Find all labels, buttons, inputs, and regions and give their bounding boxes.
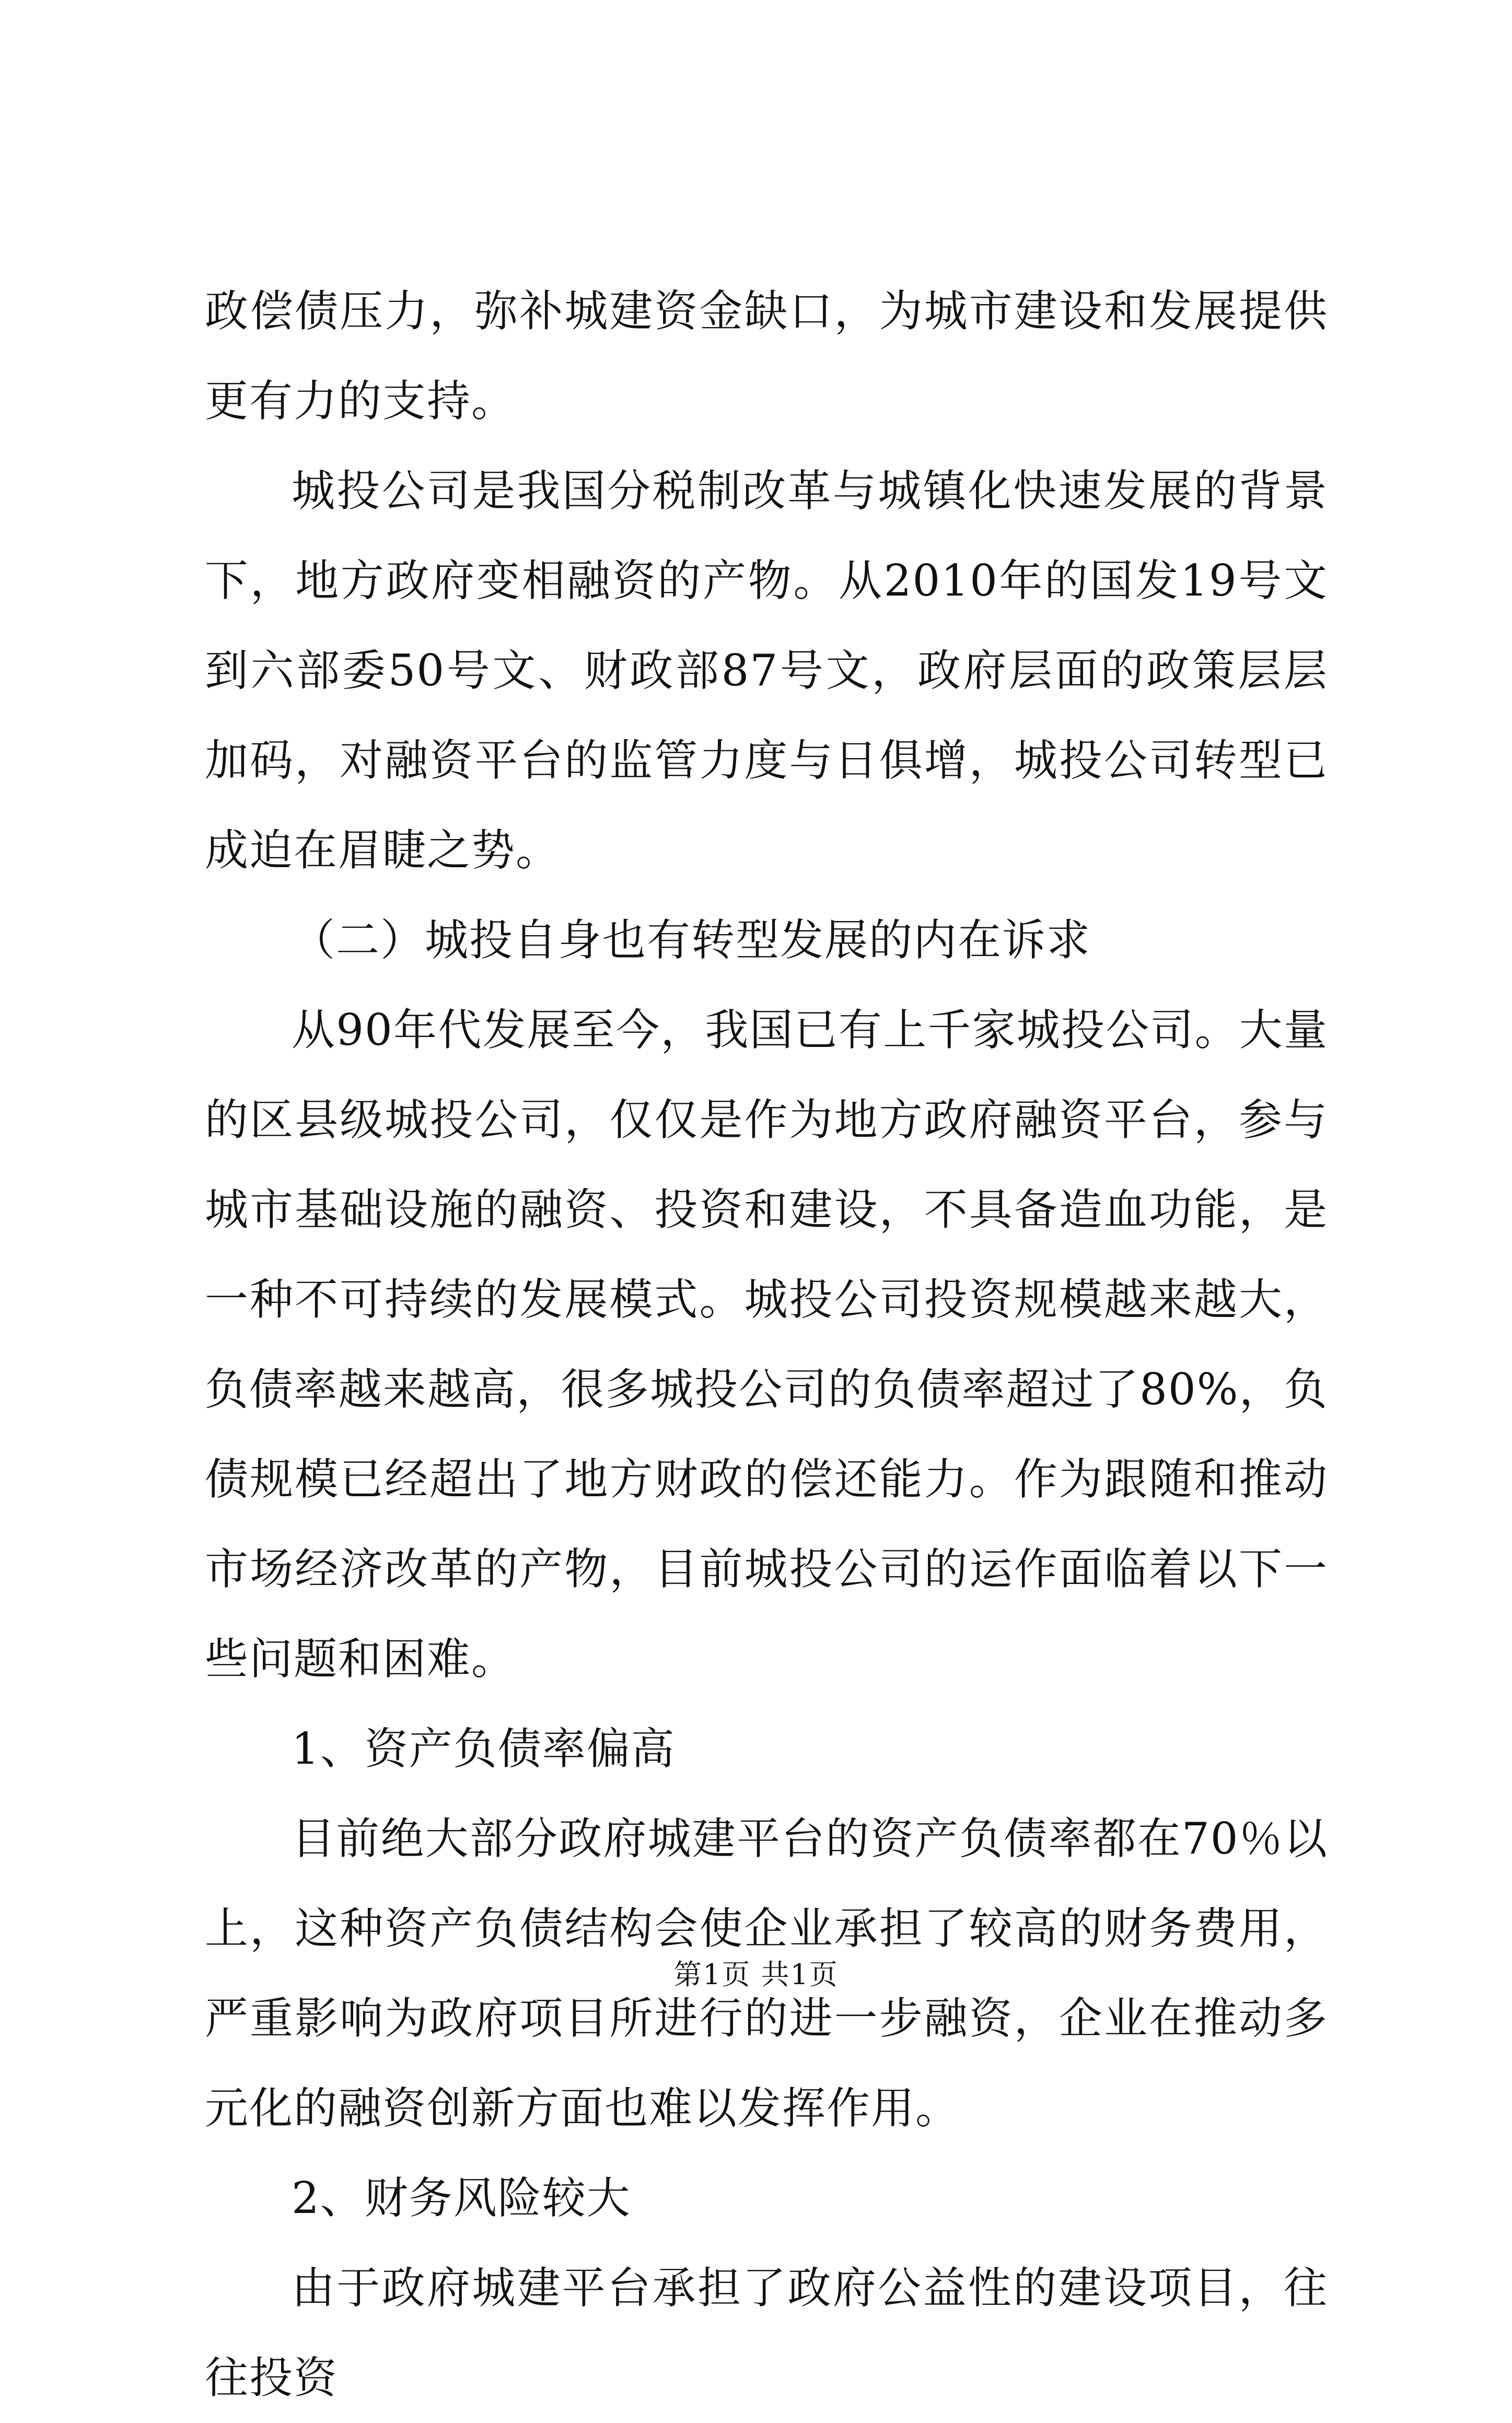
page-number: 第1页 共1页 bbox=[673, 1958, 839, 1991]
paragraph-body: 由于政府城建平台承担了政府公益性的建设项目，往往投资 bbox=[205, 2263, 1328, 2403]
subsection-heading: 1、资产负债率偏高 bbox=[292, 1723, 676, 1774]
section-heading: （二）城投自身也有转型发展的内在诉求 bbox=[292, 915, 1091, 965]
paragraph-body: 从90年代发展至今，我国已有上千家城投公司。大量的区县级城投公司，仅仅是作为地方政府融资平台，参与城市基础设施的融资、投资和建设，不具备造血功能，是一种不可持续的发展模式。城投公司投资规模越来越大，负债率越来越高，很多城投公司的负债率超过了80%，负债规模已经超出了地方财政的偿还能力。作为跟随和推动市场经济改革的产物，目前城投公司的运作面临着以下一些问题和困难。 bbox=[205, 1005, 1328, 1684]
document-body bbox=[205, 266, 1328, 2423]
subsection-heading: 2、财务风险较大 bbox=[292, 2173, 631, 2223]
paragraph-continuation: 政偿债压力，弥补城建资金缺口，为城市建设和发展提供更有力的支持。 bbox=[205, 286, 1328, 426]
paragraph-body: 城投公司是我国分税制改革与城镇化快速发展的背景下，地方政府变相融资的产物。从2010年的国发19号文到六部委50号文、财政部87号文，政府层面的政策层层加码，对融资平台的监管力度与日俱增，城投公司转型已成迫在眉睫之势。 bbox=[205, 465, 1328, 876]
paragraph-body: 目前绝大部分政府城建平台的资产负债率都在70％以上，这种资产负债结构会使企业承担了较高的财务费用，严重影响为政府项目所进行的进一步融资，企业在推动多元化的融资创新方面也难以发挥作用。 bbox=[205, 1813, 1328, 2134]
